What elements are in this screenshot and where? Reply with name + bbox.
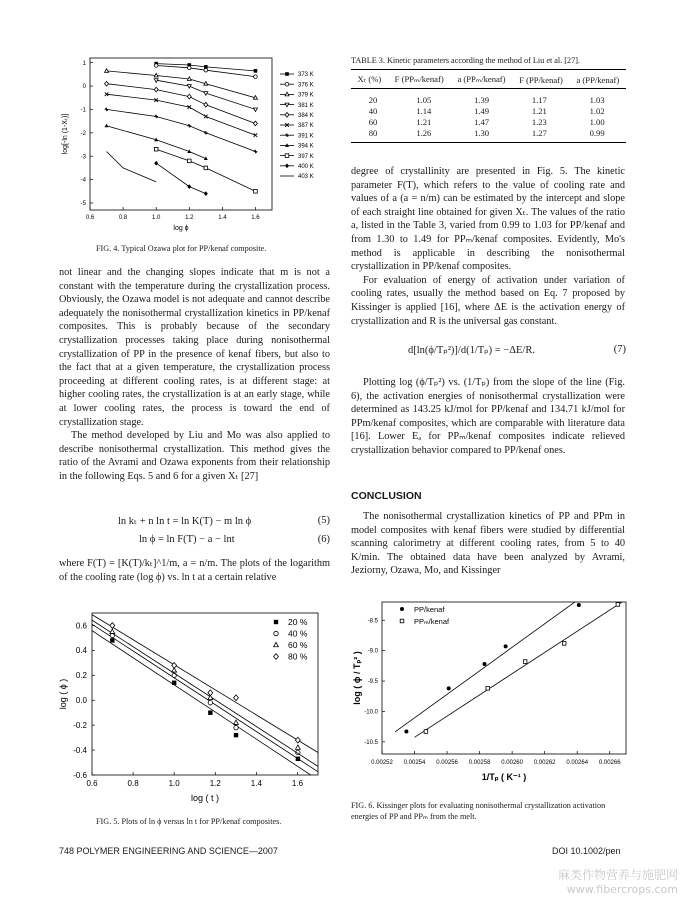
fig6-chart: [350, 598, 635, 798]
fit-line: [92, 624, 318, 772]
x-tick-label: 1.2: [209, 779, 221, 788]
legend-label: 381 K: [298, 102, 314, 109]
data-point: [204, 82, 208, 86]
fig5-caption: FIG. 5. Plots of ln ϕ versus ln t for PP/kenaf composites.: [96, 817, 282, 826]
y-tick-label: -0.6: [73, 770, 87, 780]
series-line: [107, 126, 206, 159]
equation-5-number: (5): [317, 515, 330, 526]
y-tick-label: 0.4: [75, 646, 87, 656]
y-tick-label: -2: [80, 130, 86, 137]
data-point: [187, 159, 191, 163]
data-point: [110, 629, 115, 633]
data-point: [154, 64, 158, 68]
x-tick-label: 1.6: [291, 779, 304, 788]
data-point: [234, 733, 238, 737]
left-paragraph-2: The method developed by Liu and Mo was also applied to describe nonisothermal crystallization. This method gives the ratio of the Avrami and Ozawa exponents from their relationship in the following Eqs. 5 and 6 for a given Xₜ [27]: [59, 430, 330, 482]
data-point: [208, 690, 213, 696]
table3-cell: 1.00: [589, 117, 605, 127]
legend-label: PPₘ/kenaf: [414, 616, 450, 626]
x-tick-label: 1.6: [251, 215, 260, 221]
fit-line: [92, 620, 318, 766]
table-row: [351, 128, 626, 139]
data-point: [254, 150, 258, 154]
data-point: [154, 161, 158, 166]
legend-label: 40 %: [288, 628, 308, 639]
table3-cell: 1.03: [589, 95, 605, 105]
x-tick-label: 0.8: [127, 779, 139, 788]
data-point: [154, 73, 158, 77]
data-point: [204, 102, 208, 107]
x-tick-label: 0.8: [118, 215, 128, 221]
data-point: [404, 730, 408, 734]
legend-label: 379 K: [298, 92, 314, 99]
data-point: [204, 68, 208, 72]
data-point: [154, 79, 158, 83]
y-tick-label: -8.5: [367, 618, 378, 625]
fig4-caption: FIG. 4. Typical Ozawa plot for PP/kenaf composite.: [96, 244, 267, 253]
table3-cell: 0.99: [589, 128, 605, 138]
legend-label: 376 K: [298, 82, 314, 89]
fit-line: [92, 628, 318, 780]
table3-cell: 1.27: [531, 128, 547, 138]
equation-5: ln kₜ + n ln t = ln K(T) − m ln ϕ: [118, 516, 252, 527]
data-point: [234, 720, 239, 724]
table3-cell: 1.17: [531, 95, 547, 105]
y-axis-label: log[-ln (1-Xₜ)]: [62, 113, 69, 155]
data-point: [208, 710, 212, 714]
table3-header: Xₜ (%): [357, 74, 382, 84]
y-tick-label: 1: [82, 60, 86, 67]
data-point: [482, 662, 486, 666]
legend-marker: [285, 133, 289, 137]
legend-marker: [285, 112, 289, 117]
legend-label: 373 K: [298, 72, 314, 79]
data-point: [204, 131, 208, 135]
legend-marker: [285, 82, 289, 86]
right-paragraph-2: For evaluation of energy of activation under variation of cooling rates, usually the method based on Eq. 7 proposed by Kissinger is applied [16], where ΔE is the activation energy of crystallization and R is the universal gas constant.: [351, 274, 625, 327]
data-point: [154, 115, 158, 119]
table3-cell: 1.21: [416, 117, 432, 127]
legend-label: 387 K: [298, 123, 314, 130]
y-tick-label: -9.5: [367, 679, 378, 686]
legend-marker: [274, 620, 278, 624]
series-line: [107, 109, 256, 151]
data-point: [204, 191, 208, 196]
y-tick-label: 0.2: [75, 671, 87, 681]
footer-doi: DOI 10.1002/pen: [552, 846, 621, 856]
y-tick-label: 0: [82, 84, 86, 91]
table3-cell: 60: [368, 117, 378, 127]
legend-label: 403 K: [298, 174, 314, 181]
y-axis-label: log ( ϕ ): [58, 678, 68, 710]
watermark: [538, 866, 678, 896]
x-tick-label: 1.0: [152, 215, 161, 221]
data-point: [447, 686, 451, 690]
table3-cell: 40: [368, 106, 378, 116]
x-tick-label: 1.4: [250, 779, 262, 788]
x-tick-label: 1.4: [218, 215, 227, 221]
data-point: [105, 81, 109, 86]
table3-cell: 1.30: [474, 128, 490, 138]
data-point: [254, 189, 258, 193]
data-point: [234, 725, 238, 729]
legend-marker: [285, 103, 289, 107]
table3-cell: 80: [368, 128, 378, 138]
x-axis-label: log ( t ): [190, 793, 220, 803]
table3-header: F (PPₘ/kenaf): [394, 74, 444, 84]
legend-marker: [285, 72, 289, 76]
x-tick-label: 0.00254: [403, 760, 426, 766]
table3-cell: 1.02: [589, 106, 605, 116]
x-tick-label: 0.00266: [598, 760, 621, 766]
y-tick-label: -4: [80, 177, 86, 184]
equation-6-number: (6): [317, 534, 330, 545]
table3-cell: 1.39: [474, 95, 490, 105]
legend-label: 384 K: [298, 113, 314, 119]
legend-label: 391 K: [298, 133, 314, 140]
data-point: [254, 133, 258, 137]
table3-cell: 1.23: [531, 117, 547, 127]
legend-marker: [285, 154, 289, 158]
equation-7-number: (7): [613, 344, 626, 355]
table3-cell: 1.47: [474, 117, 490, 127]
legend-label: 20 %: [288, 617, 308, 627]
left-paragraph-3: where F(T) = [K(T)/kₜ]^1/m, a = n/m. The plots of the logarithm of the cooling rate (log ϕ) vs. ln t at a certain relative: [59, 558, 330, 583]
x-tick-label: 0.00252: [371, 760, 393, 766]
right-paragraph-1: degree of crystallinity are presented in Fig. 5. The kinetic parameter F(T), which refers to the value of cooling rate and values of a (a = n/m) can be estimated by the intercept and slope of each straight line obtained for given Xₜ. The values of the ratio a, listed in the Table 3, varied from 0.99 to 1.03 for PP/kenaf and from 1.30 to 1.49 for PPₘ/kenaf composites. Evidently, Mo's method is applicable in describing the nonisothermal crystallization in PP/kenaf composites.: [351, 166, 625, 273]
data-point: [172, 681, 176, 685]
data-point: [234, 695, 239, 701]
y-tick-label: -1: [80, 107, 86, 114]
data-point: [616, 603, 620, 607]
y-tick-label: -10.5: [364, 739, 378, 746]
data-point: [187, 85, 191, 89]
y-tick-label: -0.2: [73, 720, 87, 730]
legend-label: 394 K: [298, 143, 314, 150]
data-point: [110, 623, 115, 629]
legend-marker: [274, 642, 279, 646]
table-row: [351, 117, 626, 128]
x-tick-label: 1.2: [185, 215, 194, 221]
y-tick-label: 0.0: [75, 696, 87, 706]
x-tick-label: 0.6: [86, 779, 98, 788]
data-point: [208, 701, 212, 705]
y-tick-label: -5: [80, 201, 86, 208]
y-tick-label: -10.0: [364, 709, 378, 716]
y-tick-label: 0.6: [75, 621, 87, 631]
legend-marker: [400, 607, 404, 611]
fit-line: [92, 615, 318, 753]
x-tick-label: 0.6: [85, 215, 95, 221]
y-tick-label: -0.4: [73, 745, 87, 755]
y-tick-label: -3: [80, 154, 86, 161]
table3-caption: TABLE 3. Kinetic parameters according the method of Liu et al. [27].: [351, 56, 580, 65]
data-point: [295, 745, 300, 749]
x-tick-label: 0.00258: [468, 760, 491, 766]
right-paragraph-3: Plotting log (ϕ/Tₚ²) vs. (1/Tₚ) from the slope of the line (Fig. 6), the activation energies of nonisothermal crystallization were determined as 143.25 kJ/mol for PP/kenaf and 134.71 kJ/mol for PPm/kenaf composites, which are comparable with literature data [16]. Lower Eₐ for PPₘ/kenaf composites indicate relieved crystallization behavior compared to PP/kenaf ones.: [351, 377, 625, 456]
table3-header: a (PPₘ/kenaf): [457, 74, 506, 84]
data-point: [187, 94, 191, 99]
data-point: [204, 92, 208, 96]
plot-frame: [92, 613, 318, 775]
legend-label: 400 K: [298, 164, 314, 170]
fig6-caption: FIG. 6. Kissinger plots for evaluating nonisothermal crystallization activation energies of PP and PPₘ from the melt.: [351, 801, 606, 821]
table-row: [351, 106, 626, 117]
series-line: [107, 84, 256, 124]
series-line: [107, 152, 157, 182]
x-tick-label: 0.00256: [436, 760, 458, 766]
legend-marker: [274, 631, 278, 635]
table-row: [351, 95, 626, 106]
data-point: [154, 87, 158, 92]
data-point: [424, 730, 428, 734]
legend-label: 60 %: [288, 640, 308, 650]
data-point: [523, 660, 527, 664]
table3-header: a (PP/kenaf): [576, 74, 620, 85]
fig5-chart: [56, 607, 332, 812]
table3-cell: 1.26: [416, 128, 432, 138]
data-point: [187, 184, 191, 189]
equation-7: d[ln(ϕ/Tₚ²)]/d(1/Tₚ) = −ΔE/R.: [408, 345, 535, 356]
table3-header: F (PP/kenaf): [519, 74, 563, 85]
watermark-line-2: www.fibercrops.com: [566, 883, 678, 896]
conclusion-heading: CONCLUSION: [351, 490, 422, 502]
data-point: [105, 124, 109, 128]
table3-cell: 20: [368, 95, 378, 105]
legend-marker: [400, 619, 404, 623]
legend-label: 80 %: [288, 651, 308, 662]
data-point: [105, 69, 109, 73]
x-tick-label: 0.00260: [501, 760, 523, 766]
data-point: [486, 687, 490, 691]
data-point: [105, 108, 109, 112]
x-axis-label: log ϕ: [173, 225, 189, 232]
data-point: [154, 147, 158, 151]
data-point: [187, 77, 191, 81]
data-point: [295, 737, 300, 743]
series-line: [156, 149, 255, 191]
x-tick-label: 0.00264: [566, 760, 589, 766]
plot-frame: [90, 58, 272, 210]
table3-cell: 1.14: [416, 106, 432, 116]
data-point: [504, 644, 508, 648]
data-point: [187, 66, 191, 70]
table3: [351, 69, 626, 143]
data-point: [204, 115, 208, 119]
x-axis-label: 1/Tₚ ( K⁻¹ ): [481, 772, 527, 782]
footer-journal: 748 POLYMER ENGINEERING AND SCIENCE—2007: [59, 846, 278, 856]
data-point: [254, 75, 258, 79]
y-axis-label: log ( ϕ / Tₚ² ): [352, 651, 362, 705]
table3-cell: 1.21: [531, 106, 547, 116]
legend-marker: [274, 654, 279, 660]
data-point: [204, 166, 208, 170]
data-point: [253, 108, 257, 112]
fig4-chart: [58, 52, 328, 232]
legend-marker: [285, 163, 289, 168]
data-point: [562, 642, 566, 646]
data-point: [253, 96, 257, 100]
data-point: [577, 603, 581, 607]
equation-6: ln ϕ = ln F(T) − a − lnt: [139, 534, 235, 545]
data-point: [254, 69, 258, 73]
watermark-line-1: 麻类作物营养与施肥网: [557, 868, 678, 882]
x-tick-label: 1.0: [168, 779, 180, 788]
left-paragraph-1: not linear and the changing slopes indicate that m is not a constant with the temperature during the crystallization process. Obviously, the Ozawa model is not adequate and cannot describe adequately the nonisothermal crystallization kinetics in PP/kenaf composites. This is probably because of the secondary crystallization processes taking place during nonisothermal crystallization of PP in the presence of kenaf fibers, but also to the fact that at a given temperature, the crystallization process proceeding at different cooling rates, is at different stage: at higher cooling rates, the crystallization is at an early stage, while at lower cooling rates, the process is toward the end of crystallization stage.: [59, 267, 330, 428]
y-tick-label: -9.0: [367, 648, 378, 655]
legend-label: PP/kenaf: [414, 604, 445, 614]
legend-label: 397 K: [298, 153, 314, 160]
legend-marker: [285, 92, 289, 96]
table3-cell: 1.49: [474, 106, 490, 116]
conclusion-paragraph: The nonisothermal crystallization kinetics of PP and PPm in model composites with kenaf fibers were studied by differential scanning calorimetry at different cooling rates, from 5 to 40 K/min. The obtained data have been analyzed by Avrami, Jeziorny, Ozawa, Mo, and Kissinger: [351, 511, 625, 577]
series-line: [156, 163, 206, 193]
table3-cell: 1.05: [416, 95, 432, 105]
x-tick-label: 0.00262: [533, 760, 556, 766]
data-point: [187, 124, 191, 128]
data-point: [253, 121, 257, 126]
